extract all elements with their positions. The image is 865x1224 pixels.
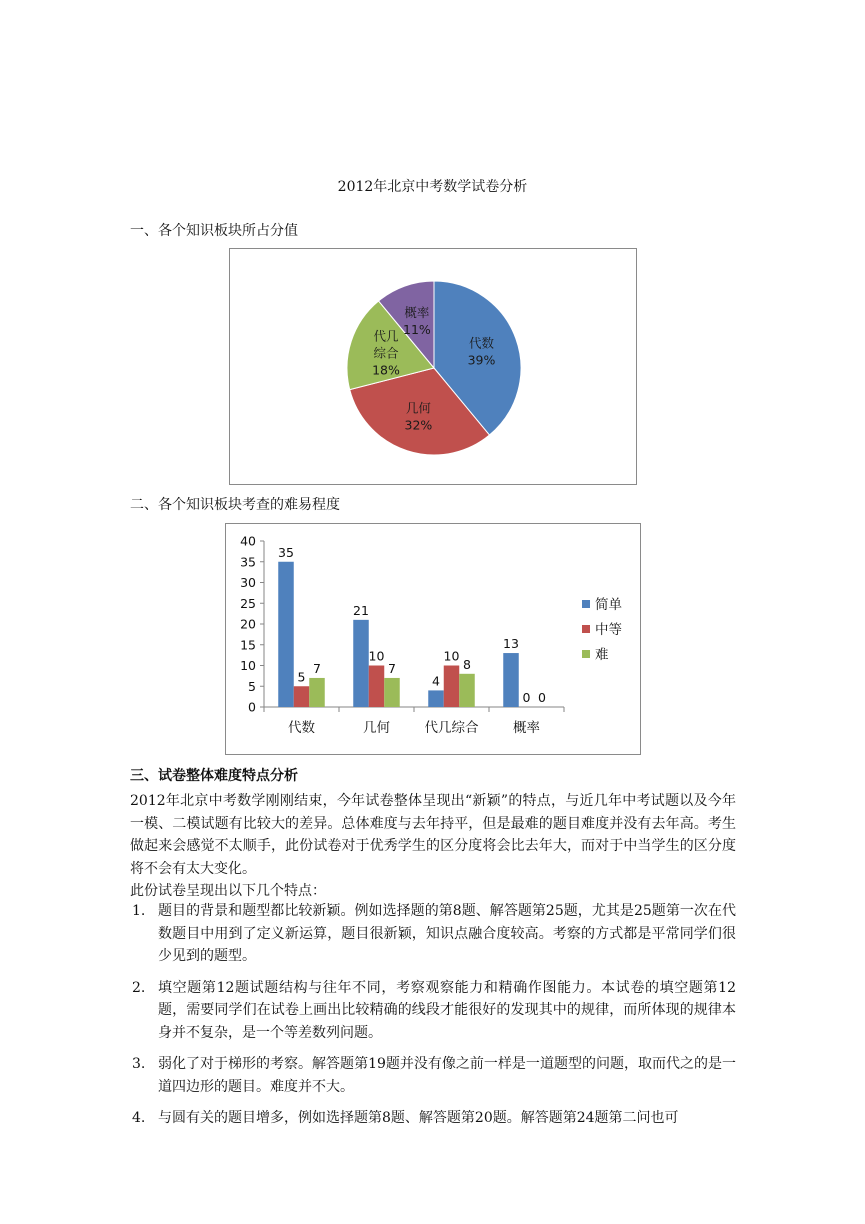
list-item	[130, 1107, 736, 1130]
bar-chart	[226, 524, 640, 754]
y-tick-label: 30	[240, 575, 256, 590]
pie-slice-label: 代几综合 18%	[372, 328, 400, 378]
list-item-number: 3.	[132, 1056, 146, 1072]
bar-data-label: 0	[522, 690, 531, 705]
y-tick-label: 40	[240, 533, 256, 549]
legend-label: 简单	[595, 597, 622, 613]
y-tick-label: 35	[240, 554, 256, 570]
y-tick-label: 0	[248, 699, 256, 715]
pie-slice-label: 代数 39%	[467, 335, 496, 368]
bar-data-label: 10	[443, 648, 460, 664]
y-tick-label: 25	[240, 595, 256, 611]
bar	[428, 690, 444, 707]
analysis-paragraph	[130, 790, 736, 903]
bar	[278, 562, 294, 707]
list-item-text: 弱化了对于梯形的考察。解答题第19题并没有像之前一样是一道题型的问题，取而代之的是一道四边形的题目。难度并不大。	[158, 1056, 736, 1095]
bar	[459, 674, 475, 707]
legend-swatch	[582, 650, 590, 658]
legend-swatch	[582, 600, 590, 608]
bar-data-label: 7	[388, 660, 396, 676]
bar	[294, 686, 310, 707]
x-tick-label: 代几综合	[424, 720, 479, 736]
list-item	[130, 900, 736, 968]
x-tick-label: 几何	[363, 720, 390, 736]
section-2-heading: 二、各个知识板块考查的难易程度	[130, 497, 340, 513]
section-3-heading: 三、试卷整体难度特点分析	[130, 768, 298, 784]
bar-data-label: 13	[503, 636, 519, 652]
bar-data-label: 35	[278, 544, 294, 560]
bar	[369, 666, 385, 708]
features-intro: 此份试卷呈现出以下几个特点：	[130, 883, 326, 899]
bar-data-label: 21	[353, 602, 369, 618]
list-item	[130, 1053, 736, 1098]
list-item-number: 1.	[132, 903, 146, 919]
list-item	[130, 977, 736, 1045]
bar	[309, 678, 325, 707]
bar-data-label: 7	[313, 660, 321, 676]
pie-slice-label: 概率 11%	[403, 305, 431, 338]
bar	[444, 666, 460, 708]
list-item-text: 填空题第12题试题结构与往年不同，考察观察能力和精确作图能力。本试卷的填空题第12题，需要同学们在试卷上画出比较精确的线段才能很好的发现其中的规律，而所体现的规律本身并不复杂，是一个等差数列问题。	[158, 979, 736, 1041]
list-item-text: 与圆有关的题目增多，例如选择题第8题、解答题第20题。解答题第24题第二问也可	[158, 1110, 679, 1126]
pie-slice-label: 几何 32%	[404, 400, 433, 433]
section-1-heading: 一、各个知识板块所占分值	[130, 223, 298, 239]
list-item-text: 题目的背景和题型都比较新颖。例如选择题的第8题、解答题第25题，尤其是25题第一次在代数题目中用到了定义新运算，题目很新颖，知识点融合度较高。考察的方式都是平常同学们很少见到的题型。	[158, 903, 736, 964]
bar-data-label: 0	[538, 690, 546, 705]
legend-label: 中等	[595, 622, 622, 638]
feature-list	[130, 900, 736, 1139]
x-tick-label: 代数	[288, 720, 315, 736]
bar-data-label: 4	[432, 673, 440, 689]
bar-chart-frame	[225, 523, 641, 755]
pie-chart-frame	[229, 248, 637, 485]
y-tick-label: 20	[240, 616, 256, 632]
x-tick-label: 概率	[513, 720, 540, 736]
legend-label: 难	[595, 647, 609, 663]
bar	[503, 653, 519, 707]
bar-data-label: 8	[463, 656, 471, 672]
list-item-number: 2.	[132, 979, 146, 996]
y-tick-label: 10	[240, 658, 256, 673]
legend-swatch	[582, 625, 590, 633]
bar	[353, 620, 369, 707]
y-tick-label: 5	[248, 678, 256, 694]
bar-data-label: 10	[368, 648, 385, 664]
page-title: 2012年北京中考数学试卷分析	[337, 179, 528, 195]
pie-chart	[230, 249, 636, 484]
analysis-paragraph-text: 2012年北京中考数学刚刚结束，今年试卷整体呈现出“新颖”的特点，与近几年中考试题以及今年一模、二模试题有比较大的差异。总体难度与去年持平，但是最难的题目难度并没有去年高。考生做起来会感觉不太顺手，此份试卷对于优秀学生的区分度将会比去年大，而对于中当学生的区分度将不会有太大变化。	[130, 793, 736, 877]
bar-data-label: 5	[297, 669, 306, 685]
bar	[384, 678, 400, 707]
list-item-number: 4.	[132, 1110, 146, 1126]
y-tick-label: 15	[240, 637, 256, 653]
